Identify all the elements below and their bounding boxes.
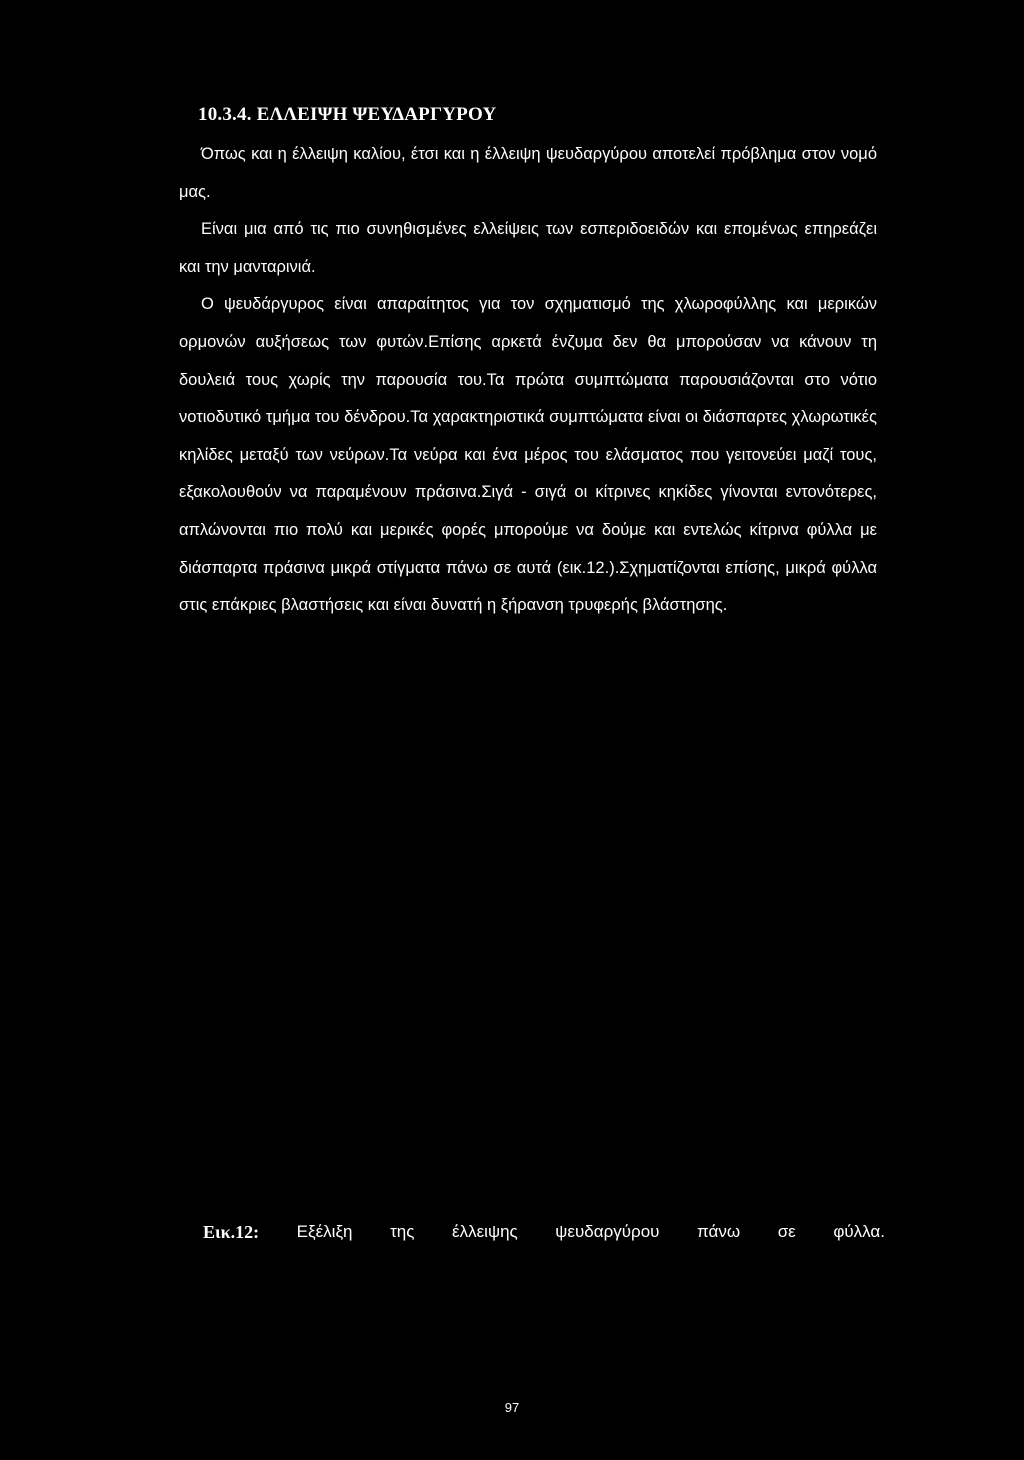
figure-caption — [203, 1222, 885, 1243]
figure-caption-word: έλλειψης — [452, 1222, 518, 1241]
figure-caption-word: ψευδαργύρου — [555, 1222, 660, 1241]
section-heading: 10.3.4. ΕΛΛΕΙΨΗ ΨΕΥΔΑΡΓΥΡΟΥ — [198, 104, 497, 125]
figure-caption-word: φύλλα. — [833, 1222, 885, 1241]
figure-caption-word: πάνω — [697, 1222, 741, 1241]
figure-caption-label: Εικ.12: — [203, 1222, 260, 1242]
section-body — [179, 136, 877, 625]
figure-caption-word: σε — [777, 1222, 796, 1241]
paragraph-1: Όπως και η έλλειψη καλίου, έτσι και η έλλειψη ψευδαργύρου αποτελεί πρόβλημα στον νομό μας. — [179, 145, 877, 201]
page-number: 97 — [504, 1400, 520, 1415]
paragraph-2: Είναι μια από τις πιο συνηθισμένες ελλείψεις των εσπεριδοειδών και επομένως επηρεάζει και την μανταρινιά. — [179, 220, 877, 276]
figure-caption-word: της — [390, 1222, 415, 1241]
figure-caption-word: Εξέλιξη — [296, 1222, 353, 1241]
paragraph-3: Ο ψευδάργυρος είναι απαραίτητος για τον σχηματισμό της χλωροφύλλης και μερικών ορμονών αυξήσεως των φυτών.Επίσης αρκετά ένζυμα δεν θα μπορούσαν να κάνουν τη δουλειά τους χωρίς την παρουσία του.Τα πρώτα συμπτώματα παρουσιάζονται στο νότιο νοτιοδυτικό τμήμα του δένδρου.Τα χαρακτηριστικά συμπτώματα είναι οι διάσπαρτες χλωρωτικές κηλίδες μεταξύ των νεύρων.Τα νεύρα και ένα μέρος του ελάσματος που γειτονεύει μαζί τους, εξακολουθούν να παραμένουν πράσινα.Σιγά - σιγά οι κίτρινες κηκίδες γίνονται εντονότερες, απλώνονται πιο πολύ και μερικές φορές μπορούμε να δούμε και εντελώς κίτρινα φύλλα με διάσπαρτα πράσινα μικρά στίγματα πάνω σε αυτά (εικ.12.).Σχηματίζονται επίσης, μικρά φύλλα στις επάκριες βλαστήσεις και είναι δυνατή η ξήρανση τρυφερής βλάστησης. — [179, 295, 877, 615]
